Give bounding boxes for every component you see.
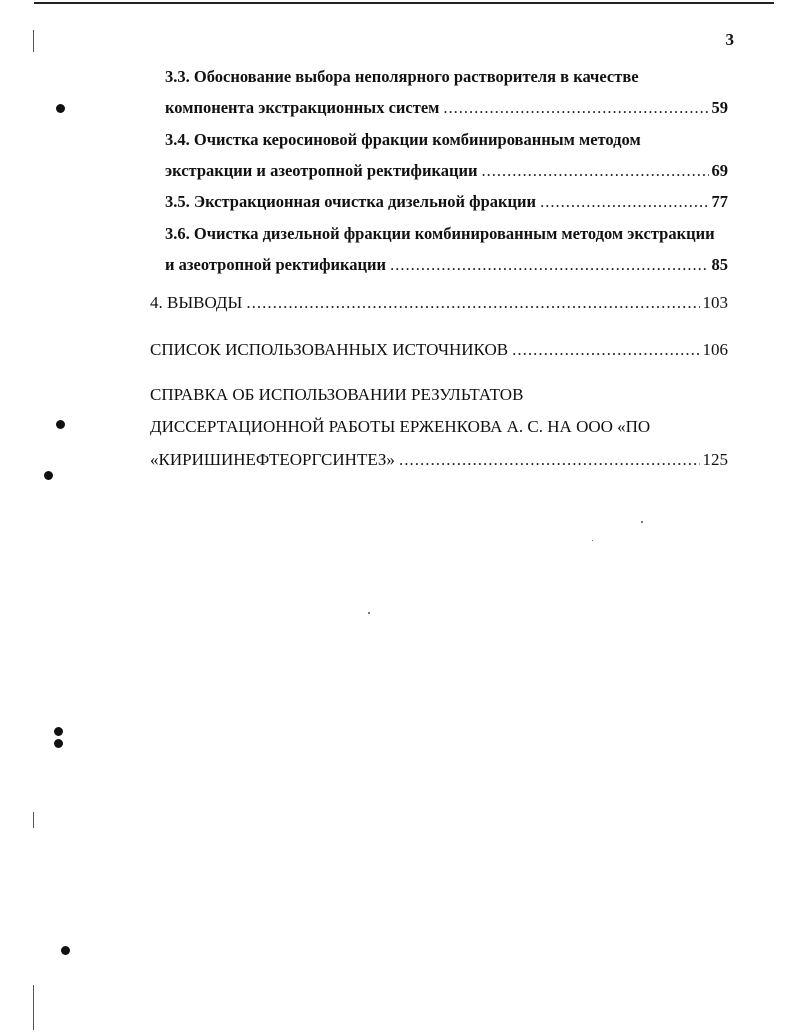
page-number: 3 <box>725 30 734 49</box>
toc-entry-3-4-line1: 3.4. Очистка керосиновой фракции комбинированным методом <box>165 130 641 149</box>
toc-entry-3-6-line1: 3.6. Очистка дизельной фракции комбинированным методом экстракции <box>165 224 715 243</box>
scan-speck <box>592 540 593 541</box>
binder-hole-mark <box>44 471 53 480</box>
toc-entry-3-6[interactable] <box>165 254 728 276</box>
toc-entry-label: СПИСОК ИСПОЛЬЗОВАННЫХ ИСТОЧНИКОВ <box>150 340 509 359</box>
binder-hole-mark <box>54 727 63 736</box>
toc-entry-label: 3.5. Экстракционная очистка дизельной фракции <box>165 192 537 211</box>
toc-entry-label: 4. ВЫВОДЫ <box>150 293 243 312</box>
toc-page-number: 69 <box>711 161 728 180</box>
toc-page-number: 106 <box>702 340 728 359</box>
toc-entry-certificate-line1: СПРАВКА ОБ ИСПОЛЬЗОВАНИИ РЕЗУЛЬТАТОВ <box>150 385 524 404</box>
scan-speck <box>641 521 643 523</box>
scan-speck <box>368 612 370 614</box>
left-edge-mark <box>33 985 34 1030</box>
toc-page-number: 59 <box>711 98 728 117</box>
toc-page-number: 85 <box>711 255 728 274</box>
toc-entry-references[interactable] <box>150 339 728 361</box>
toc-entry-label: экстракции и азеотропной ректификации <box>165 161 478 180</box>
dot-leader <box>512 339 699 361</box>
dot-leader <box>443 97 708 119</box>
toc-entry-certificate[interactable] <box>150 449 728 471</box>
dot-leader <box>246 292 699 314</box>
binder-hole-mark <box>54 739 63 748</box>
dot-leader <box>540 191 708 213</box>
binder-hole-mark <box>56 420 65 429</box>
toc-entry-3-3[interactable] <box>165 97 728 119</box>
dot-leader <box>399 449 700 471</box>
toc-entry-conclusions[interactable] <box>150 292 728 314</box>
toc-entry-label: и азеотропной ректификации <box>165 255 387 274</box>
toc-page-number: 125 <box>702 450 728 469</box>
toc-entry-3-3-line1: 3.3. Обоснование выбора неполярного растворителя в качестве <box>165 67 639 86</box>
left-edge-mark <box>33 812 34 828</box>
toc-entry-label: компонента экстракционных систем <box>165 98 440 117</box>
toc-entry-3-4[interactable] <box>165 160 728 182</box>
binder-hole-mark <box>56 104 65 113</box>
dot-leader <box>390 254 708 276</box>
left-edge-mark <box>33 30 34 52</box>
binder-hole-mark <box>61 946 70 955</box>
top-border-line <box>34 2 774 4</box>
toc-entry-label: «КИРИШИНЕФТЕОРГСИНТЕЗ» <box>150 450 395 469</box>
toc-entry-certificate-line2: ДИССЕРТАЦИОННОЙ РАБОТЫ ЕРЖЕНКОВА А. С. НА ООО «ПО <box>150 417 651 436</box>
toc-entry-3-5[interactable] <box>165 191 728 213</box>
toc-page-number: 77 <box>711 192 728 211</box>
dot-leader <box>482 160 709 182</box>
toc-page-number: 103 <box>702 293 728 312</box>
